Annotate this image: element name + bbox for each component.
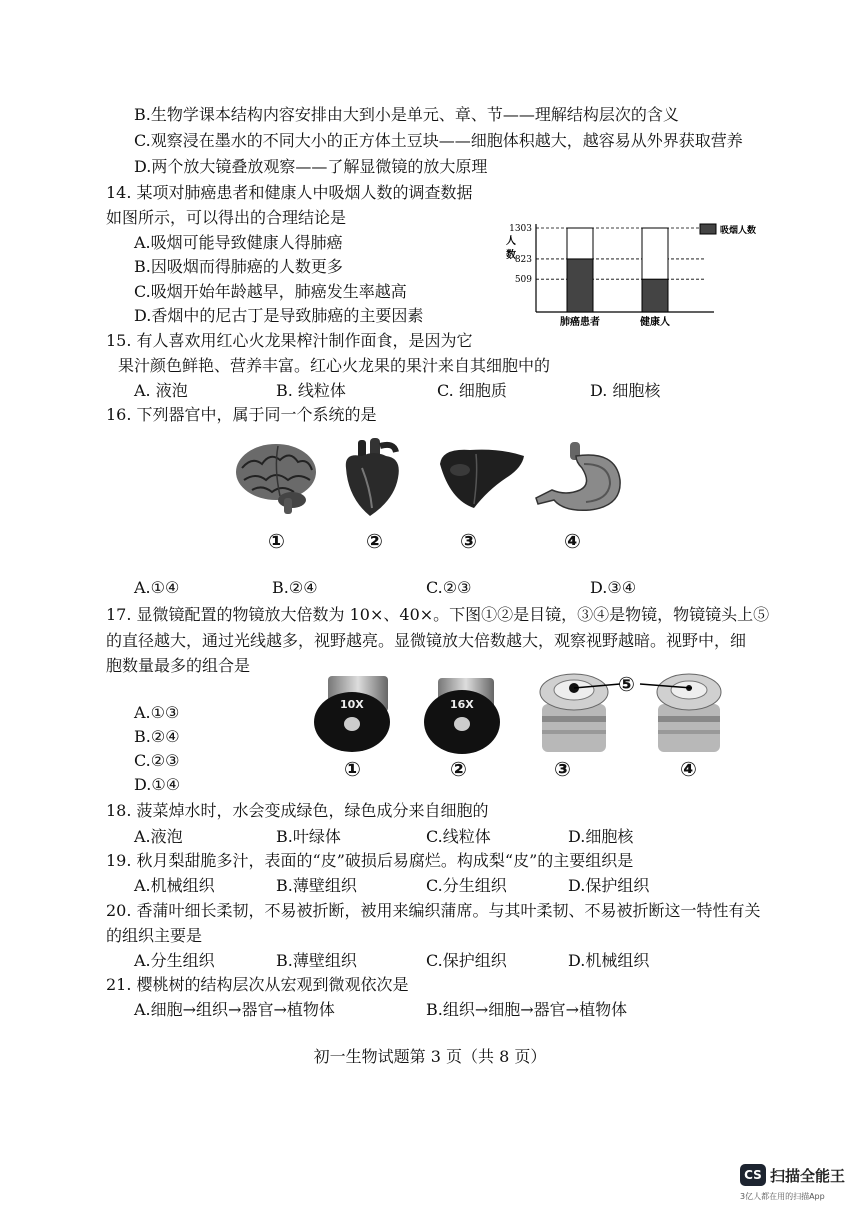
q20-option-d: D.机械组织 [568,951,650,970]
q14-stem-line2: 如图所示，可以得出的合理结论是 [106,208,347,227]
scanner-badge-icon: CS [740,1164,766,1186]
q21-option-b: B.组织→细胞→器官→植物体 [426,1000,628,1019]
stomach-icon [530,440,626,518]
liver-icon [436,444,528,514]
q14-option-a: A.吸烟可能导致健康人得肺癌 [134,233,343,252]
q14-option-d: D.香烟中的尼古丁是导致肺癌的主要因素 [134,306,424,325]
eyepiece-16x-icon [420,678,506,756]
q15-option-b: B. 线粒体 [276,381,346,400]
q17-label-1: ① [344,757,361,781]
scanner-name: 扫描全能王 [770,1167,846,1185]
q17-label-3: ③ [554,757,571,781]
eyepiece-16x-label: 16X [450,698,474,711]
q16-option-a: A.①④ [134,578,180,597]
q19-option-c: C.分生组织 [426,876,507,895]
q18-option-d: D.细胞核 [568,827,634,846]
q20-stem-line1: 20. 香蒲叶细长柔韧，不易被折断，被用来编织蒲席。与其叶柔韧、不易被折断这一特性有关 [106,901,761,920]
q17-stem-line2: 的直径越大，通过光线越多，视野越亮。显微镜放大倍数越大，观察视野越暗。视野中，细 [106,631,747,650]
q15-option-d: D. 细胞核 [590,381,661,400]
q20-option-b: B.薄壁组织 [276,951,357,970]
eyepiece-10x-icon [308,676,398,754]
q16-label-2: ② [366,529,383,553]
q16-label-3: ③ [460,529,477,553]
q17-option-c: C.②③ [134,751,180,770]
q18-option-c: C.线粒体 [426,827,491,846]
page-footer: 初一生物试题第 3 页（共 8 页） [313,1047,547,1066]
q17-stem-line1: 17. 显微镜配置的物镜放大倍数为 10×、40×。下图①②是目镜，③④是物镜，物镜镜头上⑤ [106,605,770,624]
q16-label-4: ④ [564,529,581,553]
brain-icon [232,438,320,516]
x-category-label: 肺癌患者 [560,317,600,328]
q17-callout-5: ⑤ [618,672,635,696]
q21-option-a: A.细胞→组织→器官→植物体 [134,1000,335,1019]
legend-label: 吸烟人数 [720,226,757,236]
q15-stem-line2: 果汁颜色鲜艳、营养丰富。红心火龙果的果汁来自其细胞中的 [118,356,551,375]
q16-option-c: C.②③ [426,578,472,597]
q14-option-b: B.因吸烟而得肺癌的人数更多 [134,257,343,276]
eyepiece-10x-label: 10X [340,698,364,711]
q16-option-d: D.③④ [590,578,637,597]
callout-lines [570,672,700,696]
y-axis-label: 人 [506,236,516,247]
q13-option-d: D.两个放大镜叠放观察——了解显微镜的放大原理 [134,157,488,176]
q17-label-2: ② [450,757,467,781]
heart-icon [340,438,404,518]
q17-stem-line3: 胞数量最多的组合是 [106,656,251,675]
q17-label-4: ④ [680,757,697,781]
y-tick-label: 1303 [509,224,532,234]
q17-option-a: A.①③ [134,703,180,722]
q20-option-a: A.分生组织 [134,951,215,970]
q19-stem: 19. 秋月梨甜脆多汁，表面的“皮”破损后易腐烂。构成梨“皮”的主要组织是 [106,851,634,870]
q20-option-c: C.保护组织 [426,951,507,970]
q17-option-b: B.②④ [134,727,180,746]
q17-option-d: D.①④ [134,775,181,794]
legend-swatch [700,224,716,234]
q14-option-c: C.吸烟开始年龄越早，肺癌发生率越高 [134,282,407,301]
q20-stem-line2: 的组织主要是 [106,926,203,945]
q16-option-b: B.②④ [272,578,318,597]
bar-smokers [642,279,668,312]
q14-stem-line1: 14. 某项对肺癌患者和健康人中吸烟人数的调查数据 [106,183,473,202]
y-axis-label: 数 [506,250,516,261]
y-tick-label: 509 [514,275,532,286]
x-category-label: 健康人 [640,317,670,328]
smoking-survey-chart [490,214,780,334]
q18-option-a: A.液泡 [134,827,183,846]
q16-label-1: ① [268,529,285,553]
q21-stem: 21. 樱桃树的结构层次从宏观到微观依次是 [106,975,409,994]
q16-stem: 16. 下列器官中，属于同一个系统的是 [106,405,377,424]
bar-smokers [567,259,593,312]
q18-option-b: B.叶绿体 [276,827,341,846]
y-tick-label: 823 [514,254,532,265]
q13-option-c: C.观察浸在墨水的不同大小的正方体土豆块——细胞体积越大，越容易从外界获取营养 [134,131,743,150]
q13-option-b: B.生物学课本结构内容安排由大到小是单元、章、节——理解结构层次的含义 [134,105,679,124]
q19-option-d: D.保护组织 [568,876,650,895]
scanner-tagline: 3亿人都在用的扫描App [740,1192,825,1201]
q15-option-c: C. 细胞质 [437,381,507,400]
q19-option-b: B.薄壁组织 [276,876,357,895]
q18-stem: 18. 菠菜焯水时，水会变成绿色，绿色成分来自细胞的 [106,801,489,820]
q19-option-a: A.机械组织 [134,876,215,895]
q15-stem-line1: 15. 有人喜欢用红心火龙果榨汁制作面食，是因为它 [106,331,473,350]
q15-option-a: A. 液泡 [134,381,188,400]
